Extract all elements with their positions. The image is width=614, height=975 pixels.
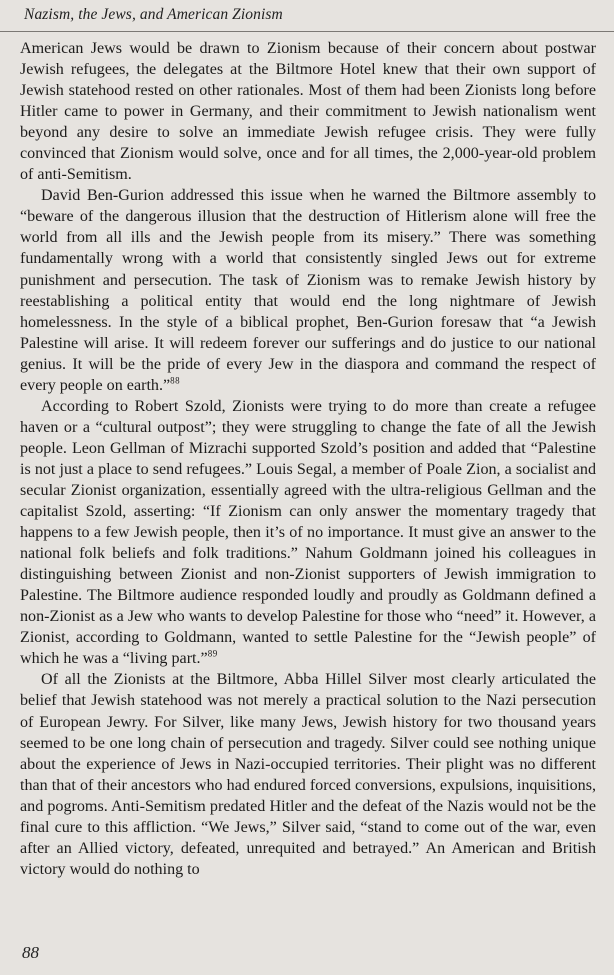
page-number: 88	[22, 943, 39, 962]
paragraph	[20, 185, 596, 395]
body-text	[20, 38, 596, 880]
paragraph-text: American Jews would be drawn to Zionism because of their concern about postwar Jewish refugees, the delegates at the Biltmore Hotel knew that their own support of Jewish statehood rested on other rationales. Most of them had been Zionists long before Hitler came to power in Germany, and their commitment to Jewish nationalism went beyond any desire to solve an immediate Jewish refugee crisis. They were fully convinced that Zionism would solve, once and for all times, the 2,000-year-old problem of anti-Semitism.	[20, 40, 596, 184]
paragraph-text: David Ben-Gurion addressed this issue when he warned the Biltmore assembly to “beware of the dangerous illusion that the destruction of Hitlerism alone will free the world from all ills and the Jewish people from its misery.” There was something fundamentally wrong with a world that consistently singled Jews out for extreme punishment and persecution. The task of Zionism was to remake Jewish history by reestablishing a political entity that would end the long nightmare of Jewish homelessness. In the style of a biblical prophet, Ben-Gurion foresaw that “a Jewish Palestine will arise. It will redeem forever our sufferings and do justice to our national genius. It will be the pride of every Jew in the diaspora and command the respect of every people on earth.”	[20, 187, 596, 394]
paragraph	[20, 669, 596, 879]
paragraph	[20, 396, 596, 670]
paragraph-text: Of all the Zionists at the Biltmore, Abba Hillel Silver most clearly articulated the belief that Jewish statehood was not merely a practical solution to the Nazi persecution of European Jewry. For Silver, like many Jews, Jewish history for two thousand years seemed to be one long chain of persecution and tragedy. Silver could see nothing unique about the experience of Jews in Nazi-occupied territories. Their plight was no different than that of their ancestors who had endured forced conversions, expulsions, inquisitions, and pogroms. Anti-Semitism predated Hitler and the defeat of the Nazis would not be the final cure to this affliction. “We Jews,” Silver said, “stand to come out of the war, even after an Allied victory, defeated, unrequited and betrayed.” An American and British victory would do nothing to	[20, 671, 596, 878]
header-rule	[0, 31, 614, 32]
running-head: Nazism, the Jews, and American Zionism	[24, 6, 283, 23]
paragraph	[20, 38, 596, 185]
footnote-ref: 89	[207, 649, 218, 659]
footnote-ref: 88	[170, 375, 181, 386]
paragraph-text: According to Robert Szold, Zionists were trying to do more than create a refugee haven or a “cultural outpost”; they were struggling to change the fate of all the Jewish people. Leon Gellman of Mizrachi supported Szold’s position and added that “Palestine is not just a place to send refugees.” Louis Segal, a member of Poale Zion, a socialist and secular Zionist organization, essentially agreed with the ultra-religious Gellman and the capitalist Szold, asserting: “If Zionism can only answer the momentary tragedy that happens to a few Jewish people, then it’s of no importance. It must give an answer to the national folk beliefs and folk traditions.” Nahum Goldmann joined his colleagues in distinguishing between Zionist and non-Zionist supporters of Jewish immigration to Palestine. The Biltmore audience responded loudly and proudly as Goldmann defined a non-Zionist as a Jew who wants to develop Palestine for those who “need” it. However, a Zionist, according to Goldmann, wanted to settle Palestine for the “Jewish people” of which he was a “living part.”	[20, 397, 596, 668]
